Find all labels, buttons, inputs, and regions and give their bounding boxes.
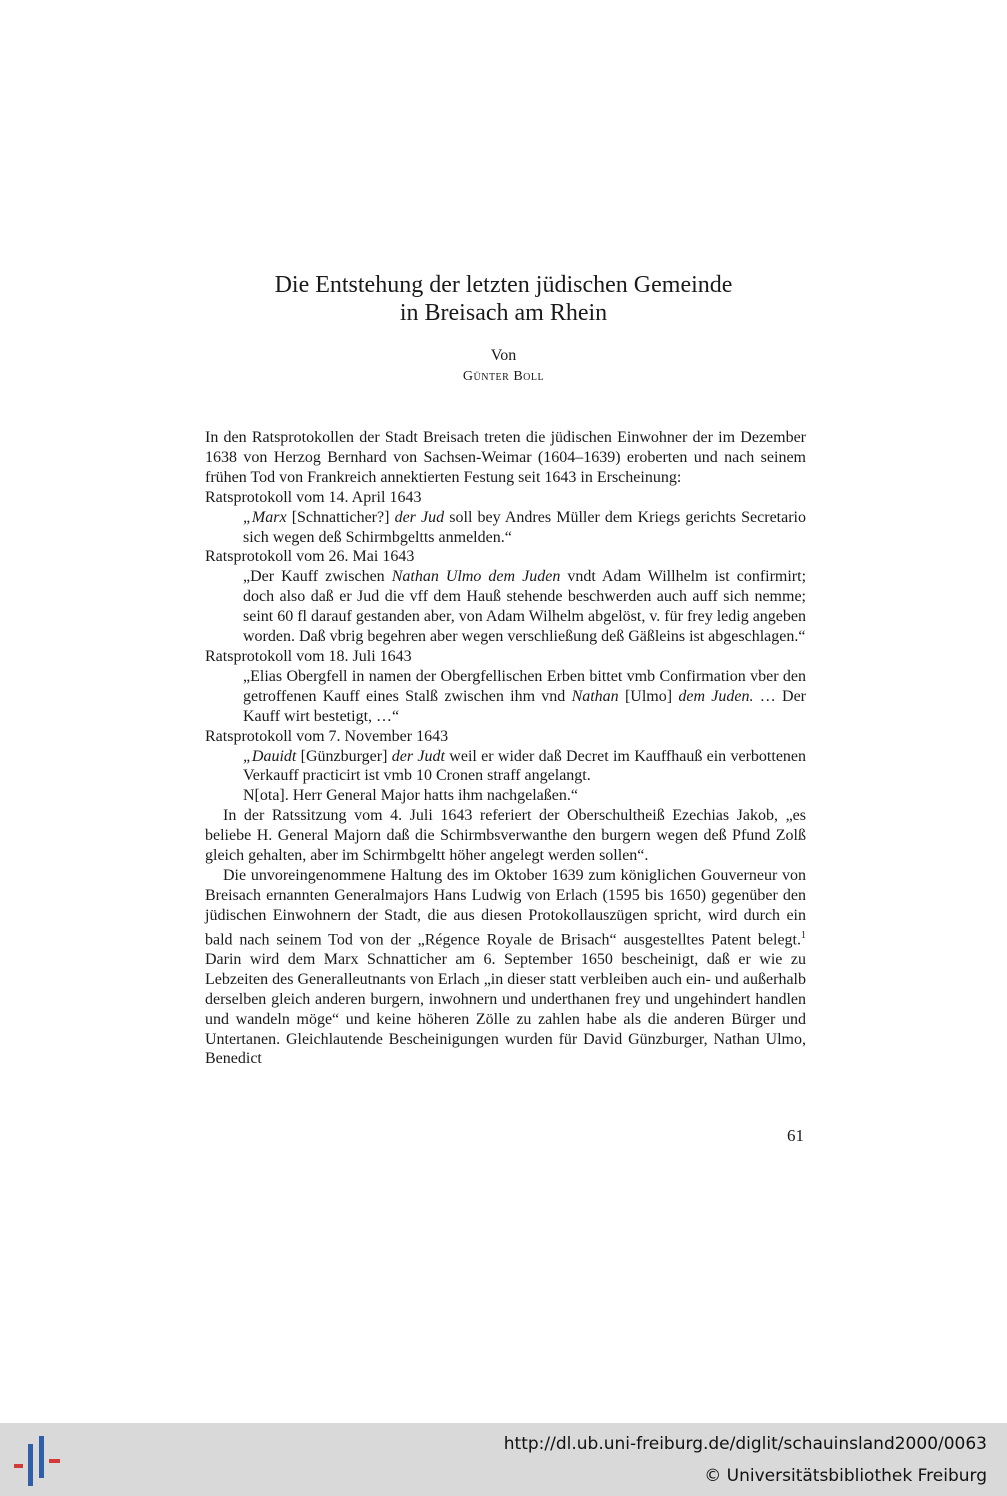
quote-italic: der Jud <box>394 508 445 526</box>
paragraph-3 <box>205 866 806 1069</box>
protocol-label-2: Ratsprotokoll vom 26. Mai 1643 <box>205 548 415 566</box>
protocol-quote-4-note: N[ota]. Herr General Major hatts ihm nachgelaßen.“ <box>243 787 578 805</box>
paragraph-text: Die unvoreingenommene Haltung des im Oktober 1639 zum königlichen Gouverneur von Breisach ernannten Generalmajors Hans Ludwig von Erlach (1595 bis 1650) gegenüber den jüdischen Einwohnern der Stadt, die aus diesen Protokollauszügen spricht, wird durch ein bald nach seinem Tod von der „Régence Royale de Brisach“ ausgestelltes Patent belegt. <box>205 866 806 948</box>
quote-text: weil er wider daß Decret im Kauffhauß ein verbottenen Verkauff practicirt ist vmb 10 Cronen straff angelangt. <box>243 747 807 785</box>
quote-text: soll bey Andres Müller dem Kriegs gerichts Secretario sich wegen deß Schirmbgeltts anmelden.“ <box>243 508 807 546</box>
quote-text: [Günzburger] <box>296 747 392 765</box>
quote-italic: „Dauidt <box>243 747 297 765</box>
page-number: 61 <box>787 1126 804 1145</box>
ub-freiburg-logo-icon[interactable] <box>12 1436 64 1486</box>
title-line-1: Die Entstehung der letzten jüdischen Gemeinde <box>274 272 733 298</box>
protocol-quote-3 <box>243 667 806 727</box>
quote-text: vndt Adam Willhelm ist confirmirt; doch also daß er Jud die vff dem Hauß stehende beschwerden auch auff sich nemme; seint 60 fl darauf gestanden aber, von Adam Wilhelm abgelöst, v. für frey ledig angeben worden. Daß vbrig begehren aber wegen verschließung deß Gäßleins ist abgeschlagen.“ <box>243 568 807 646</box>
quote-italic: Nathan <box>571 687 619 705</box>
footnote-marker[interactable]: 1 <box>801 929 806 941</box>
byline-von: Von <box>490 347 517 364</box>
protocol-label-1: Ratsprotokoll vom 14. April 1643 <box>205 488 422 506</box>
protocol-quote-2 <box>243 567 806 647</box>
quote-italic: „Marx <box>243 508 287 526</box>
protocol-quote-1 <box>243 508 806 548</box>
intro-paragraph: In den Ratsprotokollen der Stadt Breisach treten die jüdischen Einwohner der im Dezember 1638 von Herzog Bernhard von Sachsen-Weimar (1604–1639) eroberten und nach seinem frühen Tod von Frankreich annektierten Festung seit 1643 in Erscheinung: <box>205 429 806 486</box>
paragraph-text: Darin wird dem Marx Schnatticher am 6. September 1650 bescheinigt, daß er wie zu Lebzeiten des Generalleutnants von Erlach „in dieser statt verbleiben auch ein- und außerhalb derselben gleich anderen burgern, inwohnern und underthanen frey und ungehindert handlen und wandeln möge“ und keine höheren Zölle zu zahlen habe als die anderen Bürger und Untertanen. Gleichlautende Bescheinigungen wurden für David Günzburger, Nathan Ulmo, Benedict <box>205 950 806 1068</box>
document-url-link[interactable]: http://dl.ub.uni-freiburg.de/diglit/schauinsland2000/0063 <box>503 1434 987 1454</box>
footer-bar <box>0 1423 1007 1496</box>
quote-text: „Der Kauff zwischen <box>243 568 392 586</box>
quote-italic: der Judt <box>391 747 445 765</box>
copyright-notice: © Universitätsbibliothek Freiburg <box>704 1466 987 1486</box>
protocol-label-3: Ratsprotokoll vom 18. Juli 1643 <box>205 647 412 665</box>
author-name: Günter Boll <box>462 369 545 384</box>
quote-text: „Elias Obergfell in namen der Obergfellischen Erben bittet vmb Confirmation vber den getroffenen Kauff eines Stalß zwischen ihm vnd <box>243 667 806 705</box>
quote-italic: Nathan Ulmo dem Juden <box>391 568 561 586</box>
quote-text: [Ulmo] <box>618 687 679 705</box>
quote-text: … Der Kauff wirt bestetigt, …“ <box>243 687 807 725</box>
article-title <box>0 271 1007 327</box>
paragraph-2: In der Ratssitzung vom 4. Juli 1643 referiert der Oberschultheiß Ezechias Jakob, „es beliebe H. General Majorn daß die Schirmbsverwanthe den burgern wegen deß Pfund Zolß gleich gehalten, aber im Schirmbgeltt höher angelegt werden sollen“. <box>205 807 806 865</box>
quote-italic: dem Juden. <box>678 687 754 705</box>
protocol-label-4: Ratsprotokoll vom 7. November 1643 <box>205 727 449 745</box>
title-line-2: in Breisach am Rhein <box>399 300 608 326</box>
article-body <box>205 428 806 1069</box>
protocol-quote-4 <box>243 747 806 787</box>
quote-text: [Schnatticher?] <box>286 508 395 526</box>
